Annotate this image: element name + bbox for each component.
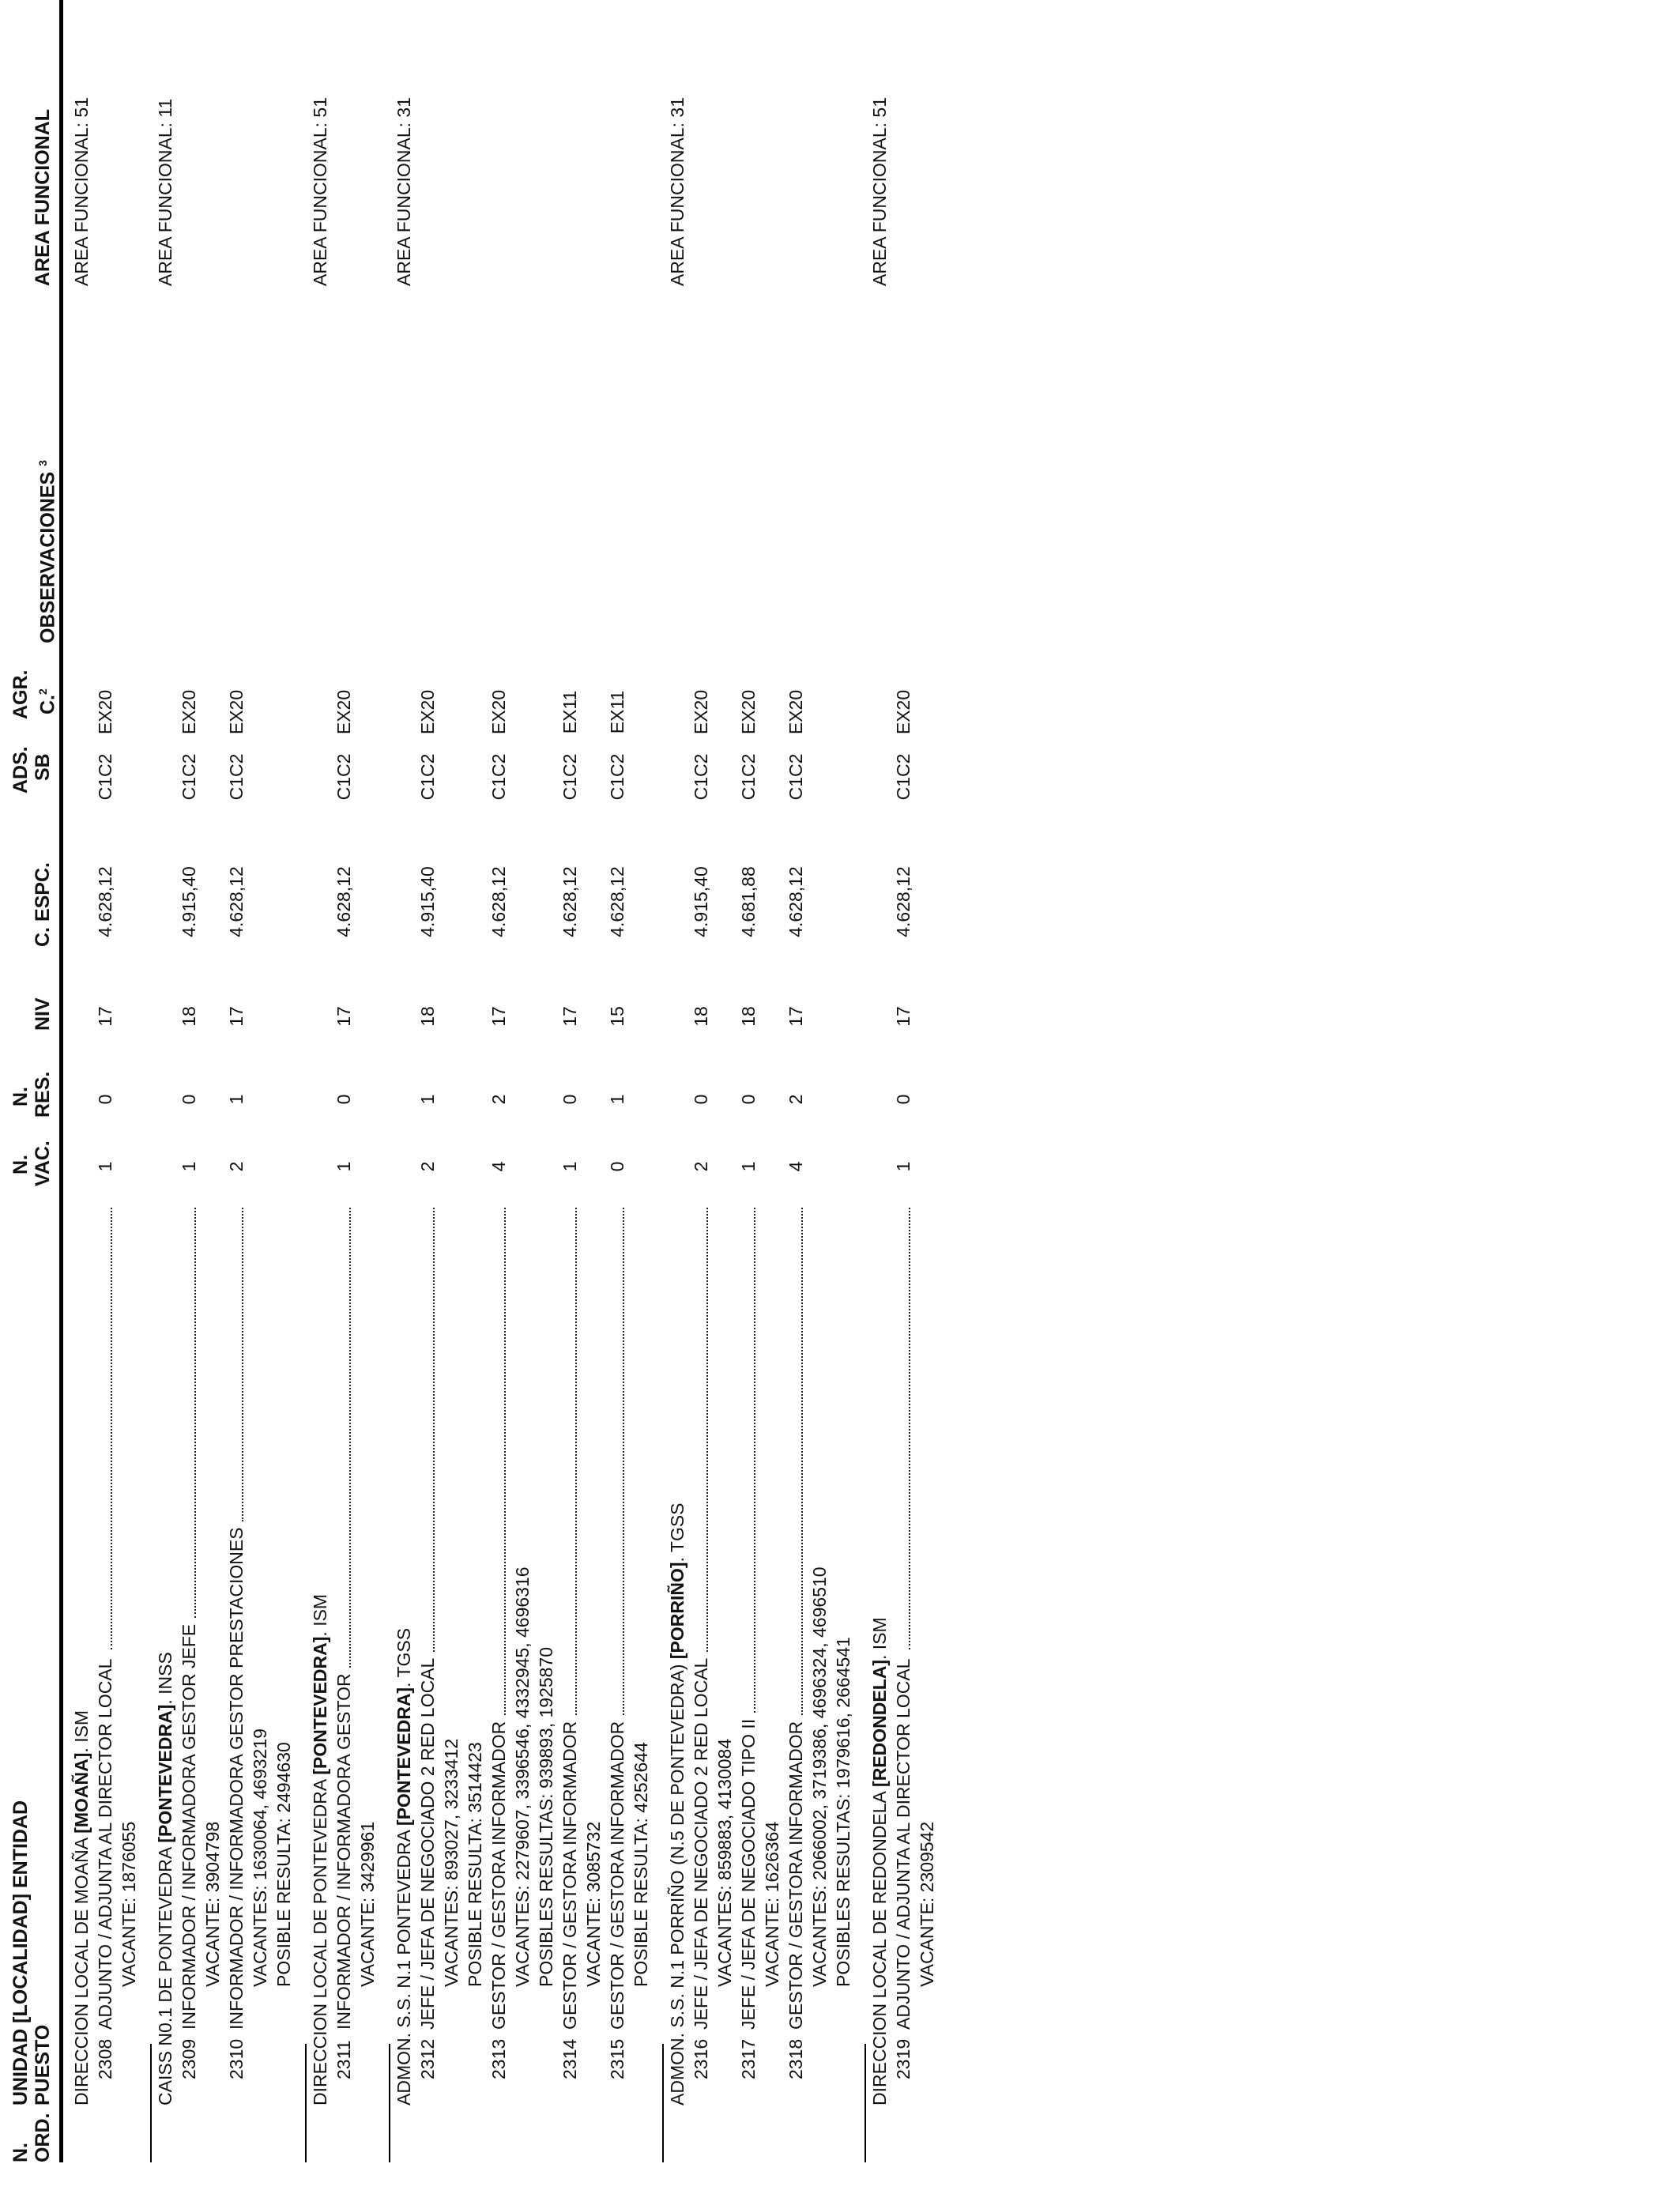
area-funcional: AREA FUNCIONAL: 31 bbox=[394, 96, 414, 286]
n-vac: 1 bbox=[179, 1161, 199, 1172]
n-ord: 2313 bbox=[488, 2038, 509, 2079]
puesto: JEFE / JEFA DE NEGOCIADO 2 RED LOCAL bbox=[417, 1657, 438, 2030]
n-res: 1 bbox=[607, 1094, 627, 1105]
n-vac: 4 bbox=[488, 1161, 509, 1172]
n-res: 0 bbox=[179, 1094, 199, 1105]
header-puesto: PUESTO bbox=[32, 2024, 54, 2105]
header-n-ord: N. bbox=[9, 2143, 32, 2162]
vacancy-note: VACANTES: 859883, 4130084 bbox=[714, 1738, 735, 1987]
header-agr-c: C.$^2$ bbox=[36, 688, 59, 714]
agr-c: EX20 bbox=[226, 689, 247, 735]
c-espc: 4.628,12 bbox=[607, 866, 627, 937]
puesto: INFORMADOR / INFORMADORA GESTOR bbox=[333, 1673, 354, 2030]
agr-c: EX20 bbox=[738, 689, 759, 735]
unit-heading: DIRECCION LOCAL DE PONTEVEDRA [PONTEVEDRA]. ISM bbox=[310, 1593, 330, 2105]
header-ord: ORD. bbox=[32, 2113, 54, 2162]
puesto: JEFE / JEFA DE NEGOCIADO 2 RED LOCAL bbox=[691, 1657, 711, 2030]
area-funcional: AREA FUNCIONAL: 51 bbox=[71, 96, 92, 286]
header-niv: NIV bbox=[32, 997, 54, 1031]
vacancy-note: POSIBLE RESULTA: 4252644 bbox=[631, 1742, 651, 1987]
n-vac: 1 bbox=[95, 1161, 115, 1172]
n-res: 0 bbox=[559, 1094, 580, 1105]
c-espc: 4.628,12 bbox=[95, 866, 115, 937]
n-vac: 1 bbox=[738, 1161, 759, 1172]
leader-dots bbox=[240, 1208, 243, 1521]
niv: 17 bbox=[226, 1006, 247, 1027]
area-funcional: AREA FUNCIONAL: 51 bbox=[310, 96, 330, 286]
ads-sb: C1C2 bbox=[785, 753, 806, 801]
area-funcional: AREA FUNCIONAL: 31 bbox=[667, 96, 687, 286]
n-ord: 2311 bbox=[333, 2040, 354, 2079]
n-ord: 2314 bbox=[559, 2038, 580, 2079]
puesto: GESTOR / GESTORA INFORMADOR bbox=[559, 1721, 580, 2030]
leader-dots bbox=[574, 1208, 577, 1715]
vacancy-note: POSIBLES RESULTAS: 939893, 1925870 bbox=[536, 1646, 556, 1987]
area-funcional: AREA FUNCIONAL: 51 bbox=[869, 96, 890, 286]
unit-heading: CAISS N0.1 DE PONTEVEDRA [PONTEVEDRA]. INSS bbox=[155, 1652, 175, 2105]
vacancy-note: VACANTE: 3085732 bbox=[583, 1821, 604, 1987]
n-res: 2 bbox=[488, 1094, 509, 1105]
n-vac: 1 bbox=[559, 1161, 580, 1172]
agr-c: EX11 bbox=[559, 690, 580, 734]
header-nvac: N. bbox=[9, 1155, 32, 1174]
c-espc: 4.681,88 bbox=[738, 866, 759, 937]
leader-dots bbox=[705, 1208, 708, 1652]
left-margin bbox=[0, 2188, 1680, 2194]
vacancy-note: POSIBLES RESULTAS: 1979616, 2664541 bbox=[833, 1637, 853, 1987]
puesto: JEFE / JEFA DE NEGOCIADO TIPO II bbox=[738, 1718, 759, 2030]
n-ord: 2308 bbox=[95, 2038, 115, 2079]
ads-sb: C1C2 bbox=[226, 753, 247, 801]
agr-c: EX20 bbox=[417, 689, 438, 735]
header-area-funcional: AREA FUNCIONAL bbox=[32, 108, 54, 286]
header-res: RES. bbox=[32, 1071, 54, 1118]
n-vac: 2 bbox=[417, 1161, 438, 1172]
ads-sb: C1C2 bbox=[179, 753, 199, 801]
n-res: 2 bbox=[785, 1094, 806, 1105]
niv: 17 bbox=[488, 1006, 509, 1027]
c-espc: 4.628,12 bbox=[893, 866, 913, 937]
vacancy-note: VACANTE: 2309542 bbox=[917, 1821, 937, 1987]
niv: 15 bbox=[607, 1006, 627, 1027]
leader-dots bbox=[193, 1208, 196, 1618]
c-espc: 4.628,12 bbox=[488, 866, 509, 937]
n-res: 0 bbox=[95, 1094, 115, 1105]
agr-c: EX20 bbox=[488, 689, 509, 735]
puesto: ADJUNTO / ADJUNTA AL DIRECTOR LOCAL bbox=[95, 1658, 115, 2030]
n-vac: 0 bbox=[607, 1161, 627, 1172]
n-vac: 1 bbox=[893, 1161, 913, 1172]
puesto: ADJUNTO / ADJUNTA AL DIRECTOR LOCAL bbox=[893, 1658, 913, 2030]
niv: 17 bbox=[785, 1006, 806, 1027]
header-ads: ADS. bbox=[9, 746, 32, 794]
c-espc: 4.628,12 bbox=[226, 866, 247, 937]
leader-dots bbox=[109, 1208, 112, 1649]
agr-c: EX11 bbox=[607, 690, 627, 734]
n-vac: 2 bbox=[691, 1161, 711, 1172]
ads-sb: C1C2 bbox=[893, 753, 913, 801]
niv: 17 bbox=[559, 1006, 580, 1027]
leader-dots bbox=[348, 1208, 351, 1668]
vacancy-note: VACANTES: 2066002, 3719386, 4696324, 4696510 bbox=[809, 1566, 830, 1987]
n-ord: 2317 bbox=[738, 2038, 759, 2079]
puesto: GESTOR / GESTORA INFORMADOR bbox=[488, 1721, 509, 2030]
vacancy-note: VACANTE: 3904798 bbox=[202, 1821, 223, 1987]
ads-sb: C1C2 bbox=[417, 753, 438, 801]
vacancy-note: VACANTES: 2279607, 3396546, 4332945, 4696316 bbox=[512, 1566, 533, 1987]
niv: 18 bbox=[691, 1006, 711, 1027]
vacancy-note: POSIBLE RESULTA: 3514423 bbox=[465, 1742, 485, 1987]
ads-sb: C1C2 bbox=[691, 753, 711, 801]
header-observaciones: OBSERVACIONES $^3$ bbox=[36, 460, 59, 643]
niv: 18 bbox=[179, 1006, 199, 1027]
puesto: INFORMADOR / INFORMADORA GESTOR PRESTACIONES bbox=[226, 1527, 247, 2030]
agr-c: EX20 bbox=[785, 689, 806, 735]
unit-heading: ADMON. S.S. N.1 PONTEVEDRA [PONTEVEDRA]. TGSS bbox=[394, 1627, 414, 2105]
header-nres: N. bbox=[9, 1087, 32, 1106]
vacancy-note: VACANTE: 1626364 bbox=[762, 1821, 782, 1987]
n-vac: 4 bbox=[785, 1161, 806, 1172]
c-espc: 4.915,40 bbox=[179, 866, 199, 937]
agr-c: EX20 bbox=[179, 689, 199, 735]
ads-sb: C1C2 bbox=[95, 753, 115, 801]
group-separator bbox=[662, 2044, 664, 2162]
vacancy-note: VACANTE: 3429961 bbox=[357, 1821, 378, 1987]
n-res: 0 bbox=[893, 1094, 913, 1105]
niv: 17 bbox=[95, 1006, 115, 1027]
vacancy-note: VACANTE: 1876055 bbox=[119, 1821, 139, 1987]
unit-heading: ADMON. S.S. N.1 PORRIÑO (N.5 DE PONTEVEDRA) [PORRIÑO]. TGSS bbox=[667, 1502, 687, 2105]
leader-dots bbox=[907, 1208, 910, 1649]
header-rule bbox=[59, 0, 63, 2162]
c-espc: 4.915,40 bbox=[417, 866, 438, 937]
n-ord: 2318 bbox=[785, 2038, 806, 2079]
c-espc: 4.628,12 bbox=[559, 866, 580, 937]
c-espc: 4.628,12 bbox=[785, 866, 806, 937]
ads-sb: C1C2 bbox=[488, 753, 509, 801]
group-separator bbox=[305, 2044, 307, 2162]
group-separator bbox=[150, 2044, 152, 2162]
n-ord: 2319 bbox=[893, 2038, 913, 2079]
leader-dots bbox=[752, 1208, 755, 1713]
agr-c: EX20 bbox=[893, 689, 913, 735]
area-funcional: AREA FUNCIONAL: 11 bbox=[155, 98, 175, 286]
puesto: GESTOR / GESTORA INFORMADOR bbox=[785, 1721, 806, 2030]
header-sb: SB bbox=[32, 753, 54, 781]
unit-heading: DIRECCION LOCAL DE REDONDELA [REDONDELA]. ISM bbox=[869, 1617, 890, 2105]
puesto: INFORMADOR / INFORMADORA GESTOR JEFE bbox=[179, 1623, 199, 2030]
header-agr: AGR. bbox=[9, 669, 32, 719]
leader-dots bbox=[503, 1208, 506, 1715]
n-ord: 2309 bbox=[179, 2038, 199, 2079]
n-res: 0 bbox=[738, 1094, 759, 1105]
group-separator bbox=[864, 2044, 866, 2162]
leader-dots bbox=[621, 1208, 624, 1715]
puesto: GESTOR / GESTORA INFORMADOR bbox=[607, 1721, 627, 2030]
header-unidad: UNIDAD [LOCALIDAD] ENTIDAD bbox=[9, 1800, 32, 2105]
header-vac: VAC. bbox=[32, 1140, 54, 1186]
n-ord: 2316 bbox=[691, 2038, 711, 2079]
leader-dots bbox=[431, 1208, 435, 1652]
c-espc: 4.628,12 bbox=[333, 866, 354, 937]
n-vac: 1 bbox=[333, 1161, 354, 1172]
agr-c: EX20 bbox=[691, 689, 711, 735]
n-ord: 2312 bbox=[417, 2038, 438, 2079]
agr-c: EX20 bbox=[333, 689, 354, 735]
group-separator bbox=[389, 2044, 390, 2162]
niv: 17 bbox=[333, 1006, 354, 1027]
vacancy-note: VACANTES: 1630064, 4693219 bbox=[250, 1728, 270, 1987]
niv: 17 bbox=[893, 1006, 913, 1027]
header-cespc: C. ESPC. bbox=[32, 862, 54, 947]
leader-dots bbox=[800, 1208, 803, 1715]
niv: 18 bbox=[417, 1006, 438, 1027]
vacancy-note: POSIBLE RESULTA: 2494630 bbox=[273, 1742, 294, 1987]
ads-sb: C1C2 bbox=[738, 753, 759, 801]
n-ord: 2310 bbox=[226, 2038, 247, 2079]
n-res: 1 bbox=[417, 1094, 438, 1105]
unit-heading: DIRECCION LOCAL DE MOAÑA [MOAÑA]. ISM bbox=[71, 1710, 92, 2105]
n-vac: 2 bbox=[226, 1161, 247, 1172]
ads-sb: C1C2 bbox=[333, 753, 354, 801]
ads-sb: C1C2 bbox=[559, 753, 580, 801]
n-res: 0 bbox=[333, 1094, 354, 1105]
n-res: 0 bbox=[691, 1094, 711, 1105]
n-res: 1 bbox=[226, 1094, 247, 1105]
n-ord: 2315 bbox=[607, 2038, 627, 2079]
ads-sb: C1C2 bbox=[607, 753, 627, 801]
agr-c: EX20 bbox=[95, 689, 115, 735]
vacancy-note: VACANTES: 893027, 3233412 bbox=[441, 1738, 461, 1987]
niv: 18 bbox=[738, 1006, 759, 1027]
c-espc: 4.915,40 bbox=[691, 866, 711, 937]
